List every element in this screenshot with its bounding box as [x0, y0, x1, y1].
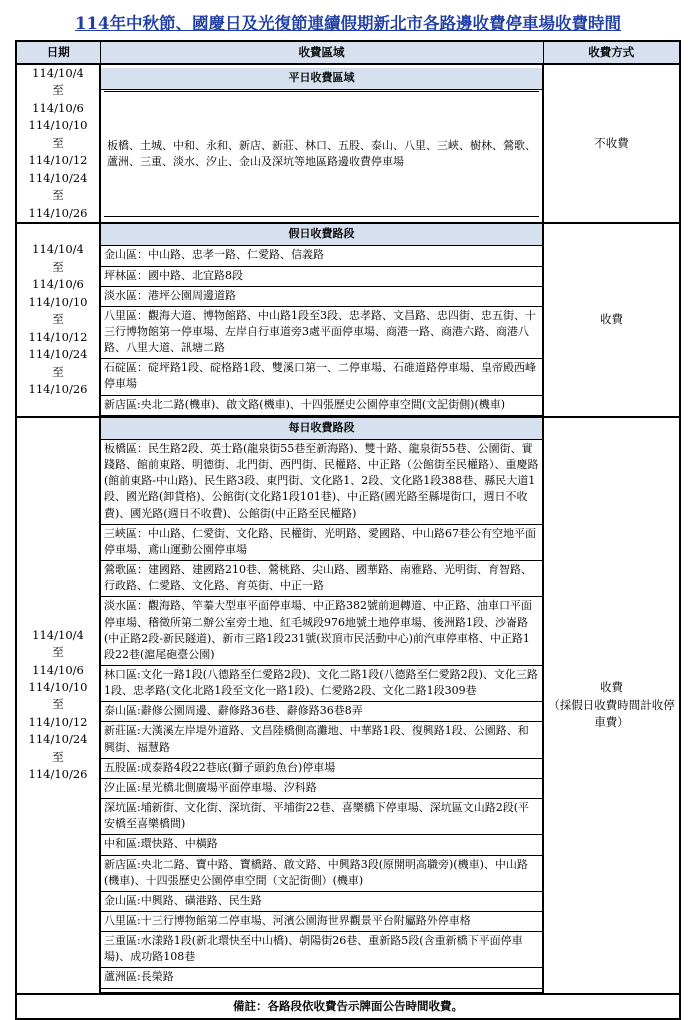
- date-line: 114/10/6: [32, 100, 84, 115]
- date-line: 114/10/12: [28, 153, 88, 168]
- area-row: 汐止區:星光橋北側廣場平面停車場、汐科路: [101, 778, 542, 798]
- date-line: 至: [52, 645, 64, 660]
- date-line: 至: [52, 312, 64, 327]
- date-cell-holiday: [16, 223, 100, 417]
- date-line: 114/10/4: [32, 66, 84, 80]
- method-label: 收費: [600, 680, 623, 695]
- date-line: 至: [52, 364, 64, 379]
- section-subtitle-holiday: 假日收費路段: [101, 224, 542, 246]
- date-line: 至: [52, 83, 64, 98]
- area-row: 石碇區：碇坪路1段、碇格路1段、雙溪口第一、二停車場、石碓道路停車場、皇帝殿西峰停車場: [101, 359, 542, 395]
- table-note-row: [16, 994, 680, 1019]
- area-row: 金山區:中興路、磺港路、民生路: [101, 891, 542, 911]
- date-line: 114/10/26: [28, 205, 88, 220]
- method-label: 不收費: [594, 135, 629, 150]
- weekday-area-list: [101, 68, 542, 219]
- section-subtitle-daily: 每日收費路段: [101, 418, 542, 440]
- area-row: 深坑區:埔新街、文化街、深坑街、平埔街22巷、喜樂橋下停車場、深坑區文山路2段(平安橋至喜樂橋間): [101, 799, 542, 835]
- date-line: 114/10/10: [28, 294, 88, 309]
- date-line: 114/10/10: [28, 680, 88, 694]
- date-line: 114/10/4: [32, 627, 84, 642]
- date-line: 114/10/26: [28, 767, 88, 782]
- date-line: 114/10/24: [28, 347, 88, 362]
- date-line: 114/10/24: [28, 732, 88, 747]
- area-row-text: 板橋、土城、中和、永和、新店、新莊、林口、五股、泰山、八里、三峽、樹林、鶯歌、蘆洲、三重、淡水、汐止、金山及深坑等地區路邊收費停車場: [107, 139, 536, 169]
- method-label: 收費: [600, 312, 623, 327]
- area-row: 五股區:成泰路4段22巷底(獅子頭釣魚台)停車場: [101, 758, 542, 778]
- area-row: 泰山區:辭修公園周邊、辭修路36巷、辭修路36巷8弄: [101, 702, 542, 722]
- table-row: [16, 64, 680, 223]
- area-cell-holiday: [100, 223, 543, 417]
- note-text: 備註：各路段依收費告示牌面公告時間收費。: [16, 994, 680, 1019]
- method-sublabel: （採假日收費時間計收停車費）: [548, 697, 675, 729]
- page-title: 114年中秋節、國慶日及光復節連續假期新北市各路邊收費停車場收費時間: [75, 14, 621, 33]
- area-row: 新店區:央北二路、寶中路、寶橋路、啟文路、中興路3段(原開明高職旁)(機車)、中山路(機車)、十四張歷史公園停車空間（文記街側）(機車): [101, 855, 542, 891]
- date-cell-daily: [16, 417, 100, 994]
- area-row: 新莊區:大漢溪左岸堤外道路、文昌陸橋側高灘地、中華路1段、復興路1段、公園路、和興街、福慧路: [101, 722, 542, 758]
- area-row: 三重區:水漾路1段(新北環快至中山橋)、朝陽街26巷、重新路5段(含重新橋下平面停車場)、成功路108巷: [101, 932, 542, 968]
- date-line: 114/10/10: [28, 118, 88, 133]
- method-cell-daily: [543, 417, 680, 994]
- date-line: 114/10/24: [28, 170, 88, 185]
- header-date: 日期: [16, 41, 100, 64]
- section-subtitle-weekday: 平日收費區域: [101, 68, 542, 90]
- area-row: 淡水區：觀海路、竿蓁大型車平面停車場、中正路382號前迴轉道、中正路、油車口平面停車場、稽徵所第二辦公室旁土地、紅毛城段976地號土地停車場、後洲路1段、沙崙路(中正路2段-新民隧道)、新市三路1段231號(崁頂市民活動中心)前汽車停車格、中正路1段22巷(滬尾砲臺公園): [101, 597, 542, 666]
- date-line: 至: [52, 749, 64, 764]
- method-cell-holiday: [543, 223, 680, 417]
- daily-area-list: [101, 418, 542, 993]
- date-line: 至: [52, 135, 64, 150]
- fee-schedule-table: [15, 40, 681, 1020]
- date-line: 至: [52, 259, 64, 274]
- date-line: 114/10/4: [32, 242, 84, 257]
- area-row: [101, 988, 542, 992]
- area-row: 蘆洲區:長榮路: [101, 968, 542, 988]
- area-row: 八里區：觀海大道、博物館路、中山路1段至3段、忠孝路、文昌路、忠四街、忠五街、十三行博物館第一停車場、左岸自行車道旁3處平面停車場、商港一路、商港六路、商港八路、八里大道、訊塘二路: [101, 306, 542, 358]
- date-line: 至: [52, 697, 64, 712]
- area-row: 金山區：中山路、忠孝一路、仁愛路、信義路: [101, 246, 542, 266]
- area-row: 板橋區：民生路2段、英士路(龍泉街55巷至新海路)、雙十路、龍泉街55巷、公園街、實踐路、館前東路、明德街、北門街、西門街、民權路、中正路（公館街至民權路）、重慶路(館前東路-中山路)、民生路3段、東門街、文化路1、2段、文化路1段388巷、縣民大道1段、國光路(卸貨格)、公館街(文化路1段101巷)、中正路(國光路至縣堤街口，週日不收費)、國光路(週日不收費)、公館街(中正路至民權路): [101, 439, 542, 524]
- header-area: 收費區域: [100, 41, 543, 64]
- date-line: 114/10/6: [32, 662, 84, 677]
- area-row: 鶯歌區：建國路、建國路210巷、鶯桃路、尖山路、國華路、南雅路、光明街、育智路、行政路、仁愛路、文化路、育英街、中正一路: [101, 561, 542, 597]
- area-row: 三峽區：中山路、仁愛街、文化路、民權街、光明路、愛國路、中山路67巷公有空地平面停車場、鳶山運動公園停車場: [101, 524, 542, 560]
- table-row: [16, 417, 680, 994]
- area-row-wrapper: [101, 90, 542, 220]
- area-cell-weekday: [100, 64, 543, 223]
- area-row: 坪林區：國中路、北宜路8段: [101, 266, 542, 286]
- area-row: 八里區:十三行博物館第二停車場、河濱公園海世界觀景平台附屬路外停車格: [101, 912, 542, 932]
- area-row: 淡水區：港坪公園周邊道路: [101, 286, 542, 306]
- date-cell-weekday: [16, 64, 100, 223]
- holiday-area-list: [101, 224, 542, 416]
- date-line: 114/10/12: [28, 714, 88, 729]
- date-line: 114/10/6: [32, 277, 84, 292]
- area-row: 林口區:文化一路1段(八德路至仁愛路2段)、文化二路1段(八德路至仁愛路2段)、文化三路1段、忠孝路(文化北路1段至文化一路1段)、仁愛路2段、文化二路1段309巷: [101, 665, 542, 701]
- date-line: 114/10/12: [28, 329, 88, 344]
- table-header-row: [16, 41, 680, 64]
- header-method: 收費方式: [543, 41, 680, 64]
- table-row: [16, 223, 680, 417]
- date-line: 至: [52, 188, 64, 203]
- area-cell-daily: [100, 417, 543, 994]
- area-row: 新店區:央北二路(機車)、啟文路(機車)、十四張歷史公園停車空間(文記街側)(機車): [101, 395, 542, 415]
- area-row: 中和區:環快路、中橫路: [101, 835, 542, 855]
- date-line: 114/10/26: [28, 382, 88, 397]
- method-cell-weekday: [543, 64, 680, 223]
